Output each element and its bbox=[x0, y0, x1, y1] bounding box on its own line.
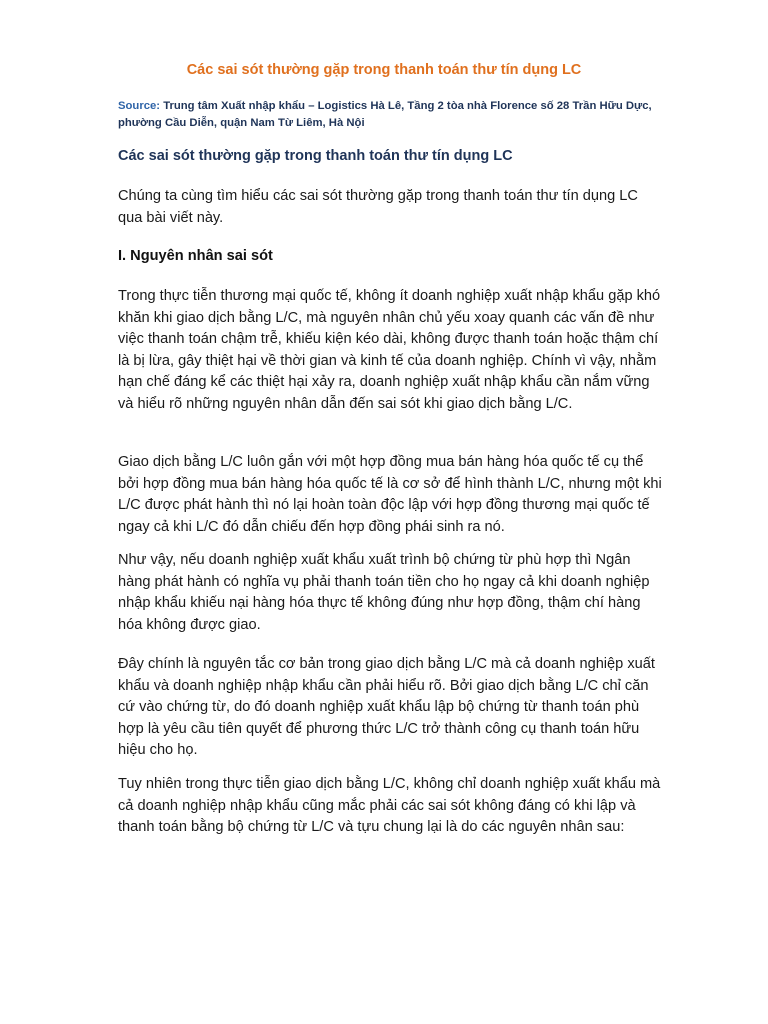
source-text: Trung tâm Xuất nhập khẩu – Logistics Hà Lê, Tầng 2 tòa nhà Florence số 28 Trần Hữu Dực, phường Cầu Diễn, quận Nam Từ Liêm, Hà Nội bbox=[118, 100, 652, 129]
document-subtitle: Các sai sót thường gặp trong thanh toán thư tín dụng LC bbox=[118, 148, 513, 164]
body-paragraph: Tuy nhiên trong thực tiễn giao dịch bằng L/C, không chỉ doanh nghiệp xuất khẩu mà cả doanh nghiệp nhập khẩu cũng mắc phải các sai sót không đáng có khi lập và thanh toán bằng bộ chứng từ L/C và tựu chung lại là do các nguyên nhân sau: bbox=[118, 776, 661, 835]
body-paragraph: Giao dịch bằng L/C luôn gắn với một hợp đồng mua bán hàng hóa quốc tế cụ thể bởi hợp đồng mua bán hàng hóa quốc tế là cơ sở để hình thành L/C, nhưng một khi L/C được phát hành thì nó lại hoàn toàn độc lập với hợp đồng thương mại quốc tế ngay cả khi L/C đó dẫn chiếu đến hợp đồng phái sinh ra nó. bbox=[118, 454, 662, 535]
intro-paragraph: Chúng ta cùng tìm hiểu các sai sót thường gặp trong thanh toán thư tín dụng LC qua bài viết này. bbox=[118, 188, 638, 226]
source-line bbox=[118, 98, 658, 132]
source-label: Source: bbox=[118, 100, 161, 112]
body-paragraph: Đây chính là nguyên tắc cơ bản trong giao dịch bằng L/C mà cả doanh nghiệp xuất khẩu và doanh nghiệp nhập khẩu cần phải hiểu rõ. Bởi giao dịch bằng L/C chỉ căn cứ vào chứng từ, do đó doanh nghiệp xuất khẩu lập bộ chứng từ thanh toán phù hợp là yêu cầu tiên quyết để phương thức L/C trở thành công cụ thanh toán hữu hiệu cho họ. bbox=[118, 656, 655, 758]
document-title: Các sai sót thường gặp trong thanh toán thư tín dụng LC bbox=[186, 62, 582, 78]
section-heading: I. Nguyên nhân sai sót bbox=[118, 248, 273, 264]
body-paragraph: Như vậy, nếu doanh nghiệp xuất khẩu xuất trình bộ chứng từ phù hợp thì Ngân hàng phát hành có nghĩa vụ phải thanh toán tiền cho họ ngay cả khi doanh nghiệp nhập khẩu khiếu nại hàng hóa thực tế không đúng như hợp đồng, thậm chí hàng hóa không được giao. bbox=[118, 552, 650, 633]
body-paragraph: Trong thực tiễn thương mại quốc tế, không ít doanh nghiệp xuất nhập khẩu gặp khó khăn khi giao dịch bằng L/C, mà nguyên nhân chủ yếu xoay quanh các vấn đề như việc thanh toán chậm trễ, khiếu kiện kéo dài, không được thanh toán hoặc thậm chí là bị lừa, gây thiệt hại về thời gian và kinh tế của doanh nghiệp. Chính vì vậy, nhằm hạn chế đáng kể các thiệt hại xảy ra, doanh nghiệp xuất nhập khẩu cần nắm vững và hiểu rõ những nguyên nhân dẫn đến sai sót khi giao dịch bằng L/C. bbox=[118, 288, 661, 412]
